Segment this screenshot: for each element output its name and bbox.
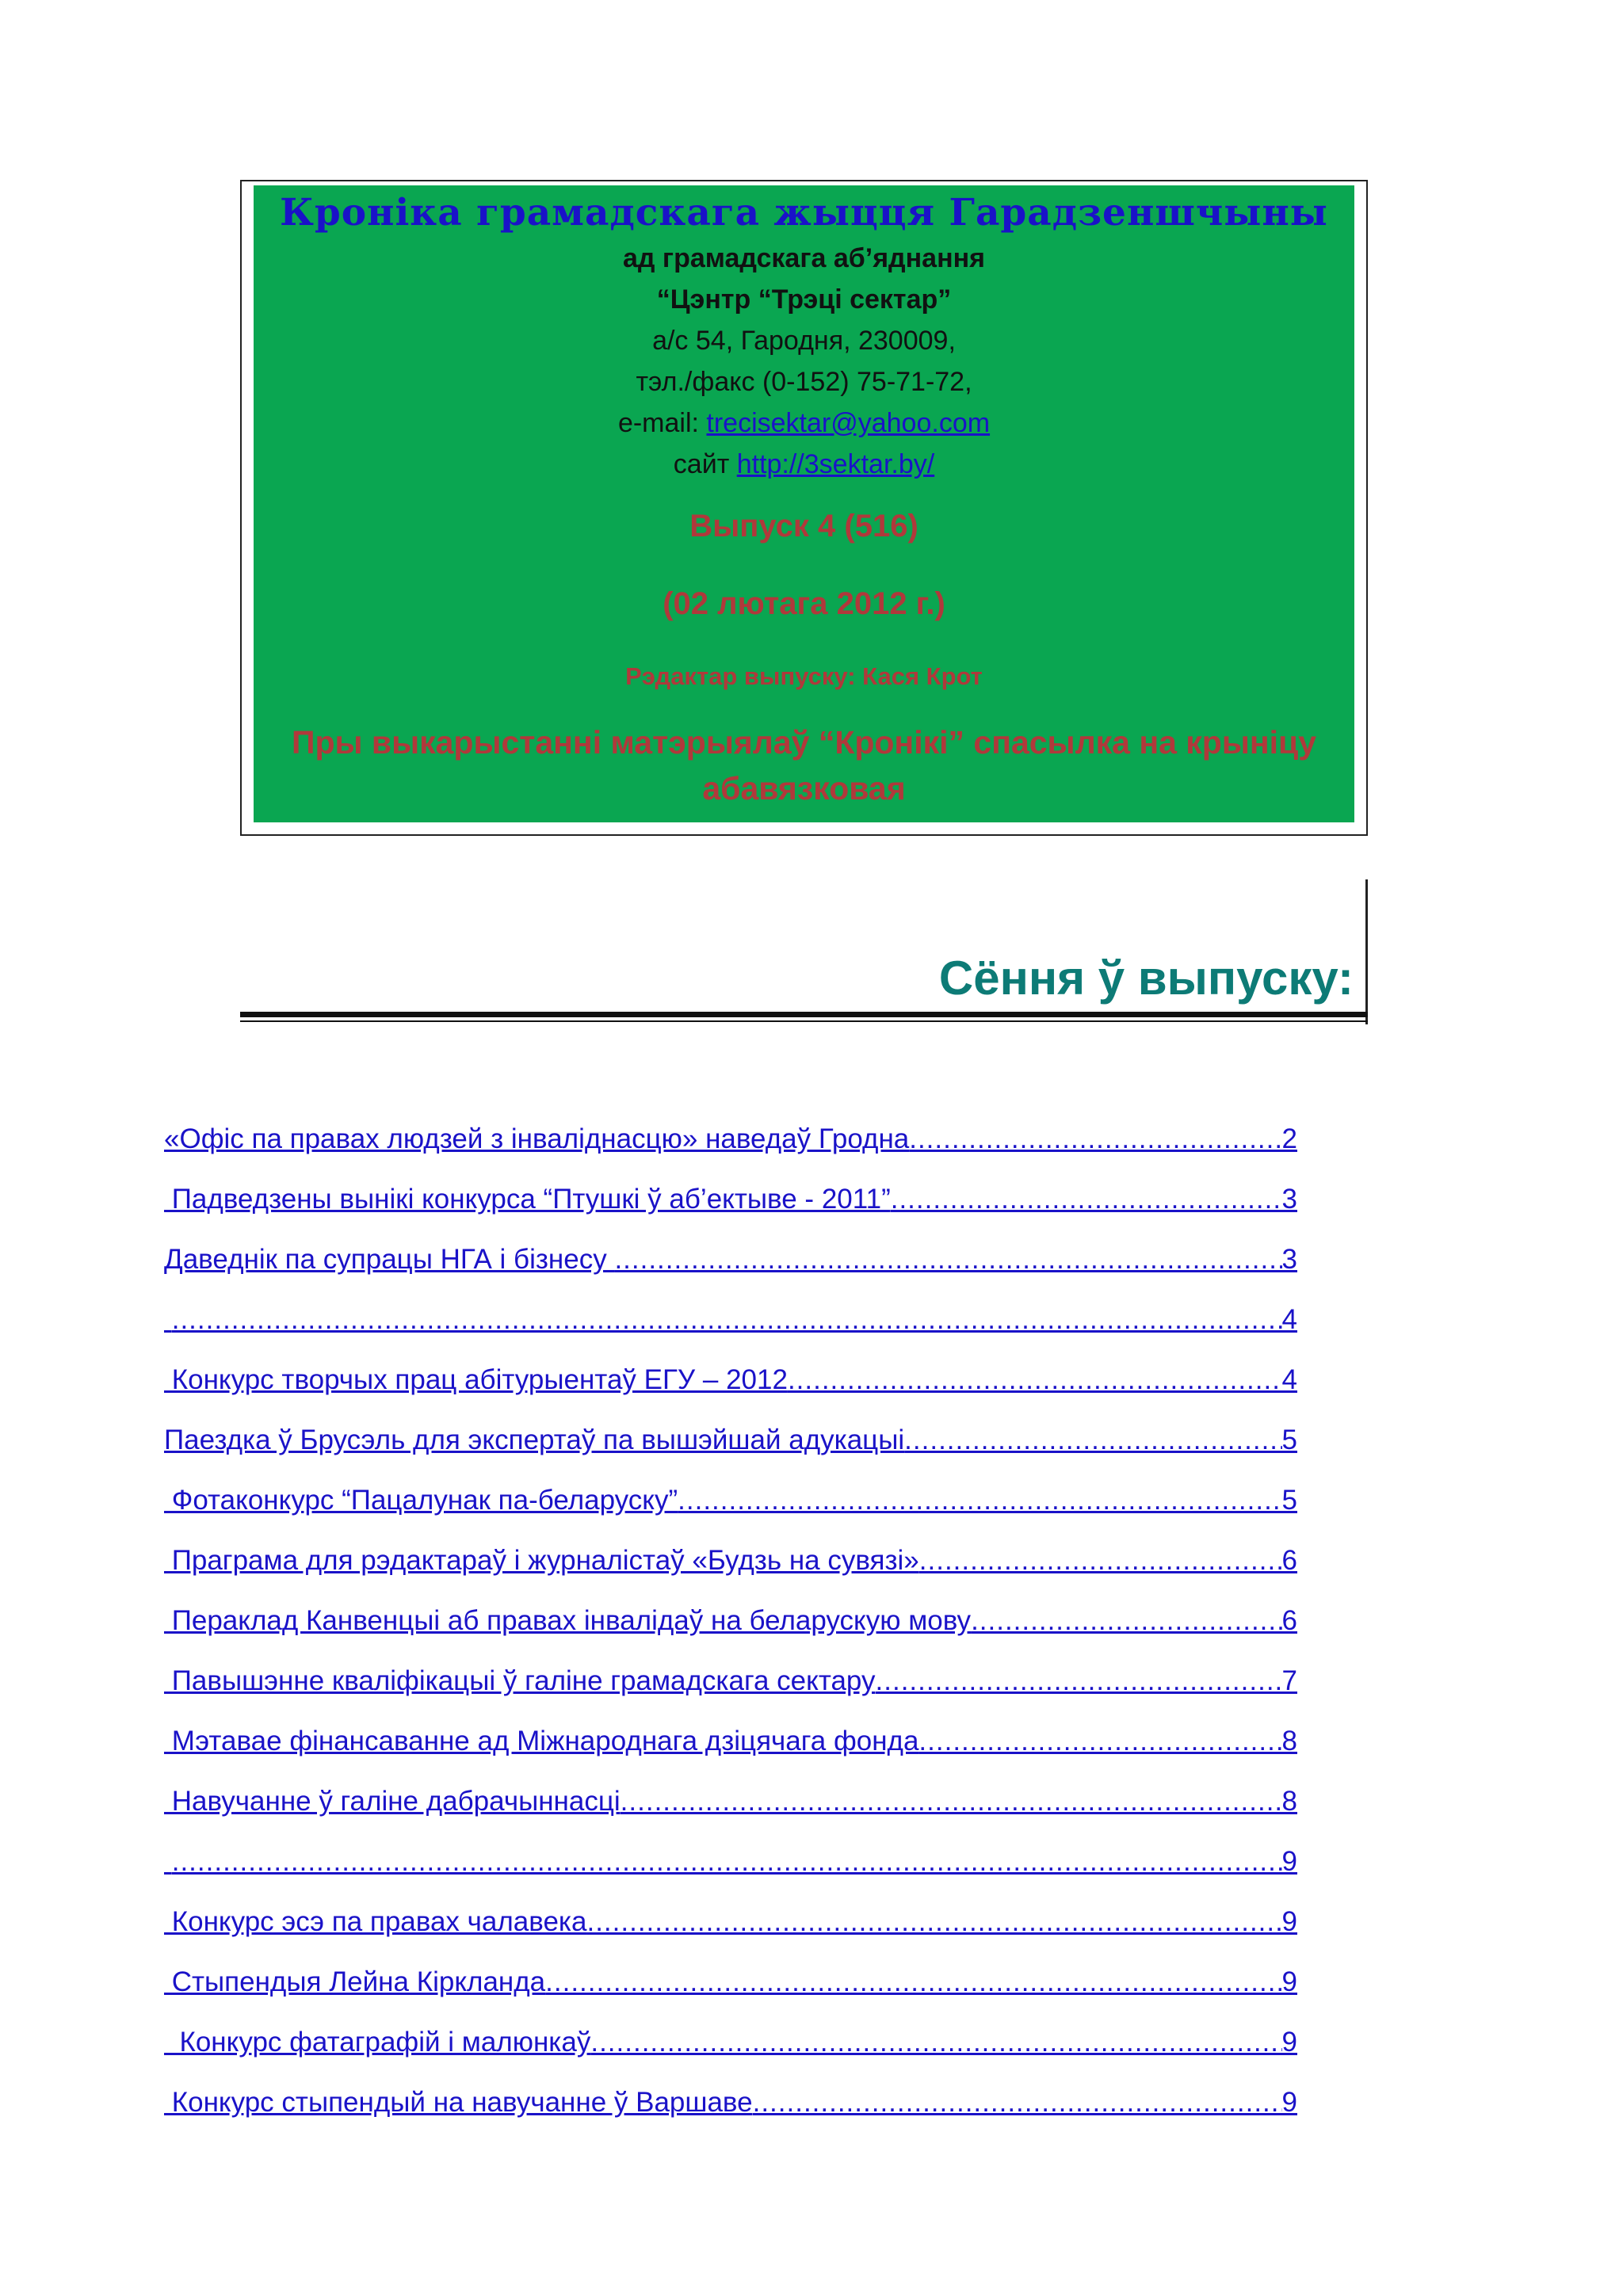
toc-title: Конкурс эсэ па правах чалавека <box>164 1906 587 1937</box>
toc-leader <box>971 1599 1281 1643</box>
masthead-box <box>240 180 1368 836</box>
toc-entry[interactable] <box>164 1900 1297 1960</box>
toc-entry[interactable] <box>164 1599 1297 1659</box>
toc-title: Стыпендыя Лейна Кіркланда <box>164 1966 546 1997</box>
toc-title <box>164 1840 172 1884</box>
toc-page-number: 3 <box>1281 1184 1297 1215</box>
toc-page-number: 9 <box>1281 2027 1297 2058</box>
toc-entry[interactable] <box>164 1659 1297 1719</box>
toc-entry[interactable] <box>164 1238 1297 1298</box>
toc-title: Фотаконкурс “Пацалунак па-беларуску” <box>164 1485 678 1516</box>
toc-leader <box>590 2020 1281 2065</box>
toc-entry[interactable] <box>164 1539 1297 1599</box>
email-label: e-mail: <box>617 408 707 438</box>
toc-entry[interactable] <box>164 2081 1297 2141</box>
toc-title: Даведнік па супрацы НГА і бізнесу <box>164 1244 615 1275</box>
toc-title: Падведзены вынікі конкурса “Птушкі ў аб’ектыве - 2011” <box>164 1184 891 1215</box>
issue-number: Выпуск 4 (516) <box>689 509 918 543</box>
toc-leader <box>876 1659 1282 1703</box>
toc-leader <box>545 1960 1281 2004</box>
toc-leader <box>753 2081 1282 2125</box>
section-title: Сёння ў выпуску: <box>938 952 1354 1005</box>
site-link[interactable]: http://3sektar.by/ <box>736 449 935 479</box>
toc-leader <box>918 1719 1281 1764</box>
toc-leader <box>909 1117 1281 1161</box>
masthead-panel <box>254 185 1354 822</box>
email-link[interactable]: trecisektar@yahoo.com <box>706 408 991 438</box>
toc-page-number: 7 <box>1281 1665 1297 1696</box>
email-line <box>254 402 1354 444</box>
toc-page-number: 6 <box>1281 1545 1297 1576</box>
toc-title: Конкурс стыпендый на навучанне ў Варшаве <box>164 2087 753 2118</box>
toc-entry[interactable] <box>164 1719 1297 1779</box>
issue-editor: Рэдактар выпуску: Кася Крот <box>625 662 983 690</box>
newsletter-title: Кроніка грамадскага жыцця Гарадзеншчыны <box>280 191 1328 235</box>
toc-title: Конкурс творчых прац абітурыентаў ЕГУ – 2012 <box>164 1364 788 1395</box>
toc-title: Паездка ў Брусэль для экспертаў па вышэйшай адукацыі <box>164 1425 905 1455</box>
phone-fax: тэл./факс (0-152) 75-71-72, <box>636 367 972 397</box>
organization-line-2: “Цэнтр “Трэці сектар” <box>656 284 952 315</box>
toc-leader <box>904 1418 1281 1463</box>
toc-page-number: 9 <box>1281 1846 1297 1877</box>
vertical-divider <box>1365 879 1368 1024</box>
toc-entry[interactable] <box>164 1298 1297 1358</box>
toc-page-number: 4 <box>1281 1364 1297 1395</box>
toc-leader <box>919 1539 1282 1583</box>
toc-leader <box>621 1779 1282 1824</box>
toc-page-number: 4 <box>1281 1304 1297 1335</box>
toc-page-number: 9 <box>1281 1906 1297 1937</box>
toc-entry[interactable] <box>164 1117 1297 1177</box>
toc-entry[interactable] <box>164 2020 1297 2081</box>
toc-entry[interactable] <box>164 1418 1297 1478</box>
toc-title <box>164 1298 172 1342</box>
toc-page-number: 6 <box>1281 1605 1297 1636</box>
postal-address: а/с 54, Гародня, 230009, <box>652 326 956 356</box>
organization-line-1: ад грамадскага аб’яднання <box>622 243 985 273</box>
toc-title: «Офіс па правах людзей з інваліднасцю» наведаў Гродна <box>164 1123 910 1154</box>
toc-leader <box>891 1177 1282 1222</box>
toc-page-number: 9 <box>1281 2087 1297 2118</box>
toc-page-number: 8 <box>1281 1726 1297 1756</box>
heading-rule-thick <box>240 1012 1368 1017</box>
heading-rule-thin <box>240 1020 1368 1022</box>
toc-page-number: 2 <box>1281 1123 1297 1154</box>
toc-title: Навучанне ў галіне дабрачыннасці <box>164 1786 621 1817</box>
toc-entry[interactable] <box>164 1840 1297 1900</box>
toc-leader <box>172 1298 1282 1342</box>
toc-entry[interactable] <box>164 1960 1297 2020</box>
toc-page-number: 5 <box>1281 1425 1297 1455</box>
toc-title: Павышэнне кваліфікацыі ў галіне грамадскага сектару <box>164 1665 876 1696</box>
toc-page-number: 5 <box>1281 1485 1297 1516</box>
citation-notice: Пры выкарыстанні матэрыялаў “Кронікі” спасылка на крыніцу абавязковая <box>291 724 1317 807</box>
toc-leader <box>614 1238 1281 1282</box>
site-label: сайт <box>673 449 737 479</box>
toc-page-number: 3 <box>1281 1244 1297 1275</box>
toc-leader <box>586 1900 1281 1944</box>
toc-title: Конкурс фатаграфій і малюнкаў <box>164 2027 591 2058</box>
toc-leader <box>172 1840 1282 1884</box>
toc-page-number: 8 <box>1281 1786 1297 1817</box>
toc-entry[interactable] <box>164 1779 1297 1840</box>
table-of-contents <box>164 1117 1297 2141</box>
issue-date: (02 лютага 2012 г.) <box>663 586 945 621</box>
toc-title: Мэтавае фінансаванне ад Міжнароднага дзіцячага фонда <box>164 1726 919 1756</box>
toc-entry[interactable] <box>164 1478 1297 1539</box>
toc-entry[interactable] <box>164 1358 1297 1418</box>
toc-entry[interactable] <box>164 1177 1297 1238</box>
toc-leader <box>678 1478 1281 1523</box>
toc-title: Праграма для рэдактараў і журналістаў «Будзь на сувязі» <box>164 1545 919 1576</box>
toc-page-number: 9 <box>1281 1966 1297 1997</box>
toc-title: Пераклад Канвенцыі аб правах інвалідаў на беларускую мову <box>164 1605 972 1636</box>
site-line <box>254 444 1354 485</box>
toc-leader <box>788 1358 1282 1402</box>
